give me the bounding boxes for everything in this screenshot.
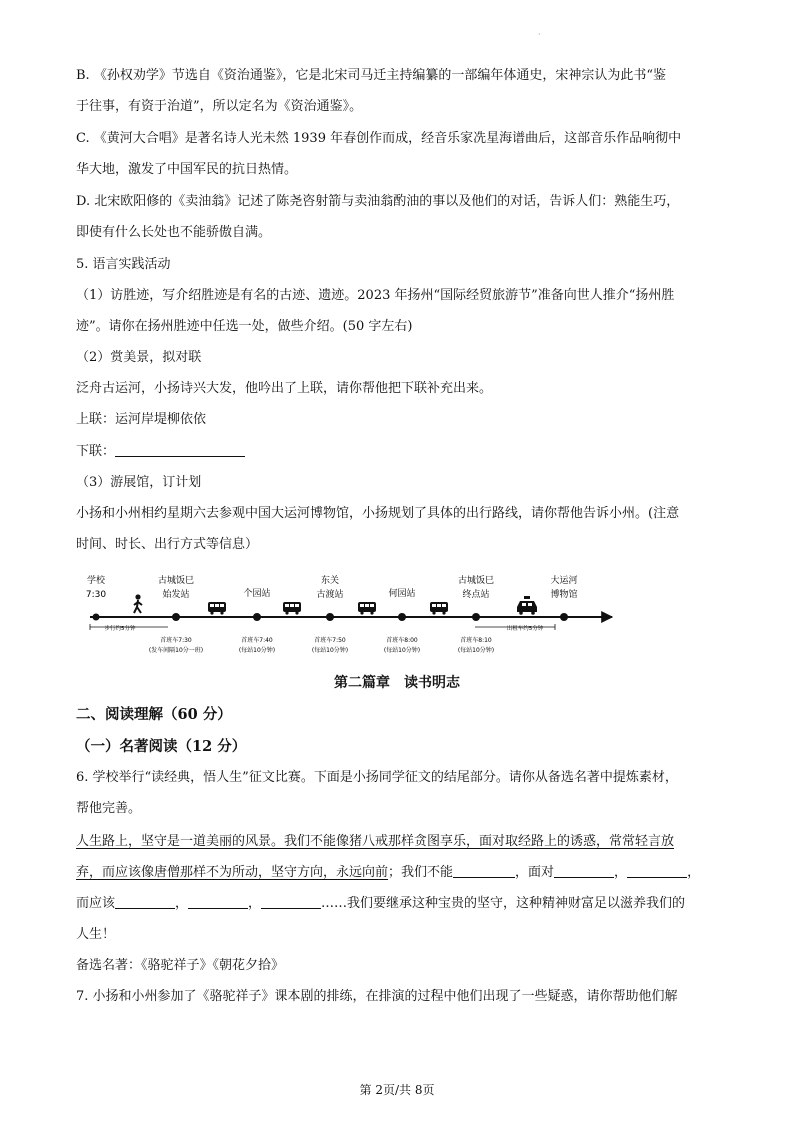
taxi-icon xyxy=(517,596,537,615)
route-stop-sublabel: 博物馆 xyxy=(550,590,578,600)
schedule-note-detail: (每站10分钟) xyxy=(383,647,421,654)
chapter-title: 第二篇章 读书明志 xyxy=(334,675,460,691)
bus-icon xyxy=(283,602,301,615)
answer-blank[interactable] xyxy=(627,863,687,878)
route-stop-label: 学校 xyxy=(86,576,106,586)
question-6-line2: 帮他完善。 xyxy=(76,801,142,816)
route-stop-dot xyxy=(472,613,480,621)
essay-line4: 人生！ xyxy=(76,927,116,942)
option-d-line2: 即使有什么长处也不能骄傲自满。 xyxy=(76,225,272,240)
option-c-line2: 华大地，激发了中国军民的抗日热情。 xyxy=(76,162,298,177)
answer-blank[interactable] xyxy=(261,894,321,909)
route-stop-label: 古城饭巳 xyxy=(457,576,495,586)
schedule-note: 首班车8:10 xyxy=(460,637,492,644)
route-stop-dot xyxy=(326,613,334,621)
answer-blank[interactable] xyxy=(554,863,614,878)
route-stop-label: 大运河 xyxy=(550,576,578,586)
schedule-note: 首班车7:40 xyxy=(241,637,273,644)
taxi-duration: 出租车约5分钟 xyxy=(506,626,544,632)
route-stop-sublabel: 7:30 xyxy=(85,590,107,600)
answer-blank[interactable] xyxy=(188,894,248,909)
schedule-note: 首班车7:30 xyxy=(160,637,192,644)
essay-line2: 弃，而应该像唐僧那样不为所动，坚守方向，永远向前；我们不能 ，面对 ， ， xyxy=(76,865,701,880)
schedule-note-detail: (每站10分钟) xyxy=(238,647,276,654)
schedule-note-detail: (每站10分钟) xyxy=(457,647,495,654)
route-stop-dot xyxy=(93,614,100,621)
route-stop-dot xyxy=(172,613,180,621)
page-number: 第 2页/共 8页 xyxy=(359,1083,435,1097)
schedule-note-detail: (每站10分钟) xyxy=(311,647,349,654)
option-c-line1: C. 《黄河大合唱》是著名诗人光未然 1939 年春创作而成，经音乐家冼星海谱曲后，这部音乐作品响彻中 xyxy=(76,131,682,146)
q5-part2-line: 泛舟古运河，小扬诗兴大发，他吟出了上联，请你帮他把下联补充出来。 xyxy=(76,381,493,396)
schedule-note-detail: (发车间隔10分一班) xyxy=(148,647,204,654)
question-7-line1: 7. 小扬和小州参加了《骆驼祥子》课本剧的排练，在排演的过程中他们出现了一些疑惑，请你帮助他们解 xyxy=(76,989,678,1004)
schedule-note: 首班车8:00 xyxy=(386,637,418,644)
schedule-note: 首班车7:50 xyxy=(314,637,346,644)
candidate-books: 备选名著：《骆驼祥子》《朝花夕拾》 xyxy=(76,958,285,973)
route-stop-dot xyxy=(398,613,406,621)
option-b-line2: 于往事，有资于治道”，所以定名为《资治通鉴》。 xyxy=(76,99,363,114)
walker-icon xyxy=(134,594,142,613)
route-stop-sublabel: 古渡站 xyxy=(316,590,344,600)
question-6-line1: 6. 学校举行“读经典，悟人生”征文比赛。下面是小扬同学征文的结尾部分。请你从备选名著中提炼素材， xyxy=(76,770,678,785)
upper-couplet: 上联：运河岸堤柳依依 xyxy=(76,412,207,427)
option-d-line1: D. 北宋欧阳修的《卖油翁》记述了陈尧咨射箭与卖油翁酌油的事以及他们的对话，告诉人们：熟能生巧， xyxy=(76,194,680,209)
route-stop-label: 古城饭巳 xyxy=(157,576,195,586)
option-b-line1: B. 《孙权劝学》节选自《资治通鉴》，它是北宋司马迁主持编纂的一部编年体通史，宋神宗认为此书“鉴 xyxy=(76,68,666,83)
q5-part3-line1: 小扬和小州相约星期六去参观中国大运河博物馆，小扬规划了具体的出行路线，请你帮他告诉小州。(注意 xyxy=(76,506,680,521)
bus-icon xyxy=(430,602,448,615)
route-stop-sublabel: 终点站 xyxy=(462,590,490,600)
lower-couplet: 下联： xyxy=(76,436,728,467)
walk-duration: 步行约5分钟 xyxy=(104,626,136,632)
section-2-1-title: （一）名著阅读（12 分） xyxy=(76,738,247,755)
route-stop-dot xyxy=(253,613,261,621)
route-stop-dot xyxy=(560,613,568,621)
route-stop-label: 何园站 xyxy=(388,589,416,599)
answer-blank[interactable] xyxy=(115,894,175,909)
essay-line1: 人生路上，坚守是一道美丽的风景。我们不能像猪八戒那样贪图享乐，面对取经路上的诱惑，常常轻言放 xyxy=(76,834,675,849)
q5-part3-line2: 时间、时长、出行方式等信息） xyxy=(76,537,259,552)
bus-icon xyxy=(208,602,226,615)
bus-icon xyxy=(358,602,376,615)
question-5-title: 5. 语言实践活动 xyxy=(76,257,171,272)
essay-line3: 而应该 ， ， ……我们要继承这种宝贵的坚守，这种精神财富足以滋养我们的 xyxy=(76,896,686,911)
q5-part2-title: （2）赏美景，拟对联 xyxy=(76,350,202,365)
corner-mark: · xyxy=(538,30,541,39)
answer-blank[interactable] xyxy=(453,863,515,878)
q5-part1-line1: （1）访胜迹，写介绍胜迹是有名的古迹、遗迹。2023 年扬州“国际经贸旅游节”准备向世人推介“扬州胜 xyxy=(76,288,675,303)
route-stop-label: 个园站 xyxy=(243,589,271,599)
route-stop-sublabel: 始发站 xyxy=(162,590,190,600)
route-stop-label: 东关 xyxy=(320,576,340,586)
answer-blank[interactable] xyxy=(115,442,245,457)
q5-part3-title: （3）游展馆，订计划 xyxy=(76,475,202,490)
route-diagram xyxy=(80,570,640,662)
q5-part1-line2: 迹”。请你在扬州胜迹中任选一处，做些介绍。(50 字左右) xyxy=(76,319,413,334)
section-2-title: 二、阅读理解（60 分） xyxy=(76,706,232,723)
